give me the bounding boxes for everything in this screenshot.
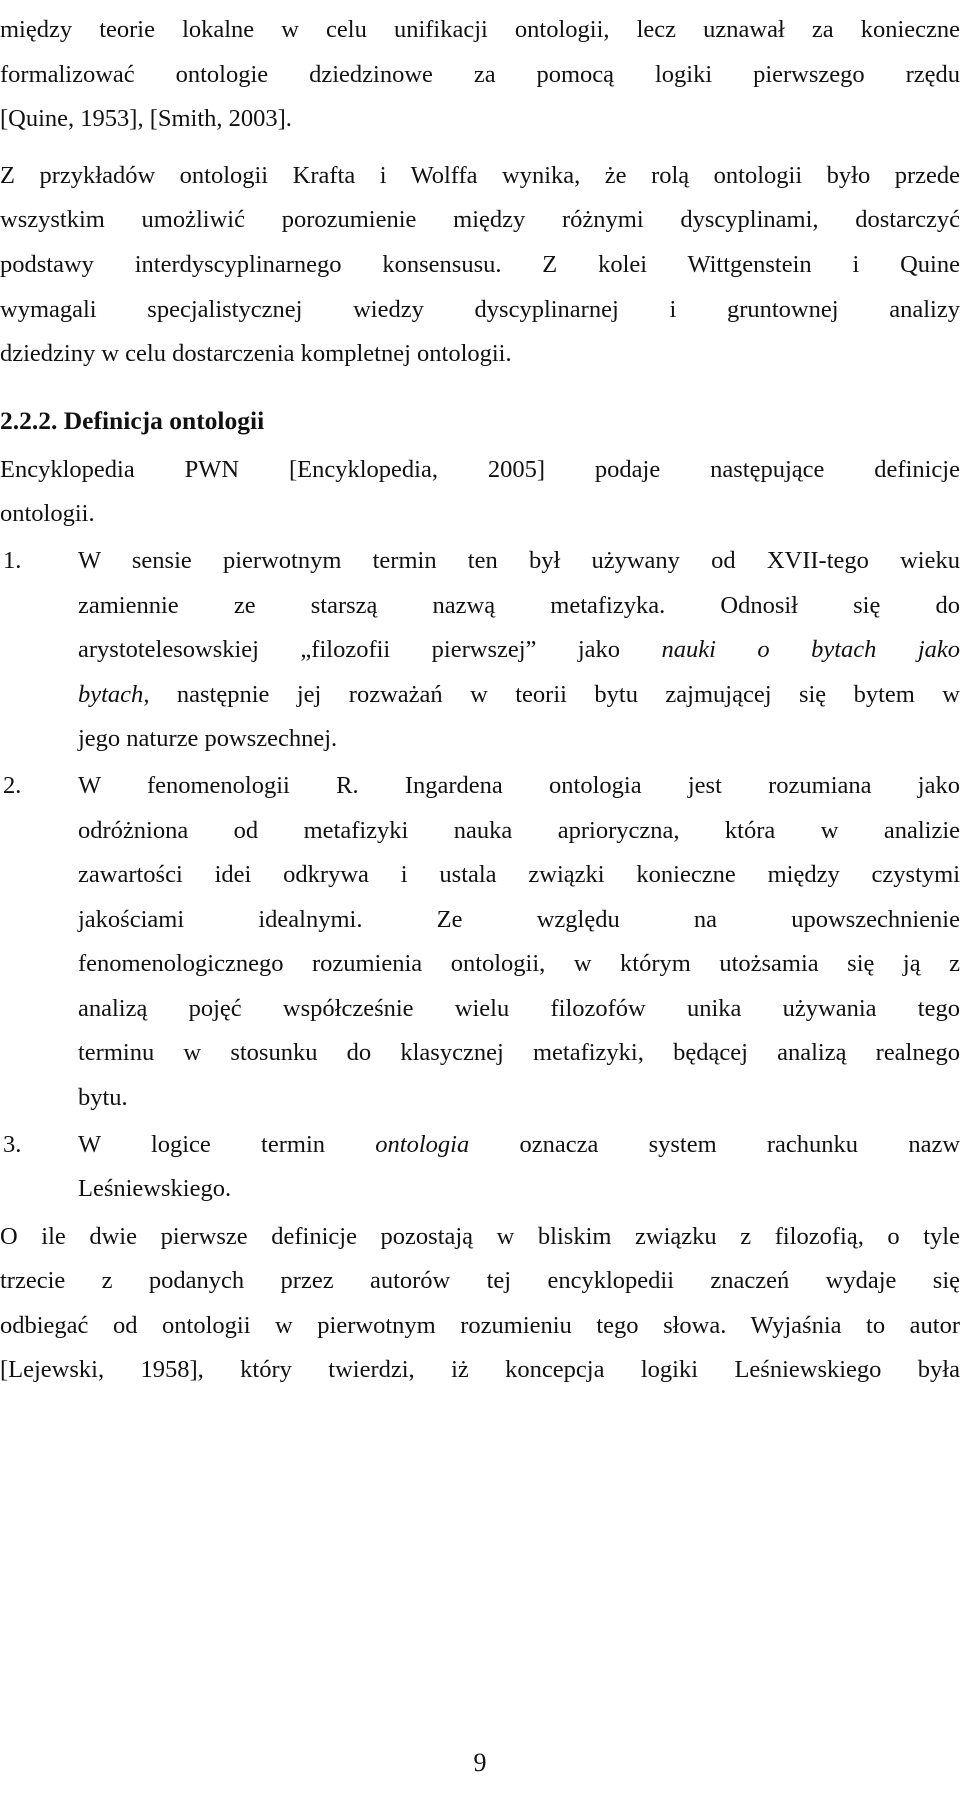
list-number: 3. xyxy=(3,1131,22,1158)
text-line: [Quine, 1953], [Smith, 2003]. xyxy=(0,105,292,132)
text-line: W sensie pierwotnym termin ten był używany od XVII-tego wieku xyxy=(78,547,960,574)
text-line: W fenomenologii R. Ingardena ontologia jest rozumiana jako xyxy=(78,772,960,799)
text-line: formalizować ontologie dziedzinowe za pomocą logiki pierwszego rzędu xyxy=(0,61,960,88)
text-line: trzecie z podanych przez autorów tej encyklopedii znaczeń wydaje się xyxy=(0,1267,960,1294)
section-heading: 2.2.2. Definicja ontologii xyxy=(0,406,265,435)
italic-run: ontologia xyxy=(375,1131,470,1158)
text-line: zamiennie ze starszą nazwą metafizyka. Odnosił się do xyxy=(78,592,960,619)
text-line: jakościami idealnymi. Ze względu na upowszechnienie xyxy=(78,906,960,933)
text-line: bytu. xyxy=(78,1084,128,1111)
text-line: wszystkim umożliwić porozumienie między różnymi dyscyplinami, dostarczyć xyxy=(0,206,960,233)
page-number: 9 xyxy=(473,1748,487,1777)
text-line: [Lejewski, 1958], który twierdzi, iż koncepcja logiki Leśniewskiego była xyxy=(0,1356,960,1383)
text-line xyxy=(78,1129,960,1161)
text-line xyxy=(78,634,960,666)
text-line: między teorie lokalne w celu unifikacji ontologii, lecz uznawał za konieczne xyxy=(0,16,960,43)
text-line: O ile dwie pierwsze definicje pozostają w bliskim związku z filozofią, o tyle xyxy=(0,1223,960,1250)
list-number: 1. xyxy=(3,547,22,574)
text-run: oznacza system rachunku nazw xyxy=(469,1131,960,1158)
text-line: podstawy interdyscyplinarnego konsensusu. Z kolei Wittgenstein i Quine xyxy=(0,251,960,278)
text-line: ontologii. xyxy=(0,500,95,527)
text-line: jego naturze powszechnej. xyxy=(78,725,338,752)
list-number: 2. xyxy=(3,772,22,799)
text-run: W logice termin xyxy=(78,1131,376,1158)
text-line: zawartości idei odkrywa i ustala związki konieczne między czystymi xyxy=(78,861,960,888)
text-line: dziedziny w celu dostarczenia kompletnej ontologii. xyxy=(0,340,512,367)
text-line: wymagali specjalistycznej wiedzy dyscyplinarnej i gruntownej analizy xyxy=(0,296,960,323)
text-line: Leśniewskiego. xyxy=(78,1175,232,1202)
text-line: Encyklopedia PWN [Encyklopedia, 2005] podaje następujące definicje xyxy=(0,456,960,483)
text-line: odróżniona od metafizyki nauka aprioryczna, która w analizie xyxy=(78,817,960,844)
italic-run: bytach xyxy=(78,681,144,708)
text-line: odbiegać od ontologii w pierwotnym rozumieniu tego słowa. Wyjaśnia to autor xyxy=(0,1312,960,1339)
text-line: Z przykładów ontologii Krafta i Wolffa wynika, że rolą ontologii było przede xyxy=(0,162,960,189)
text-run: arystotelesowskiej „filozofii pierwszej” jako xyxy=(78,636,662,663)
text-line: terminu w stosunku do klasycznej metafizyki, będącej analizą realnego xyxy=(78,1039,960,1066)
text-run: , następnie jej rozważań w teorii bytu zajmującej się bytem w xyxy=(143,681,960,708)
text-line xyxy=(78,679,960,711)
text-line: analizą pojęć współcześnie wielu filozofów unika używania tego xyxy=(78,995,960,1022)
italic-run: nauki o bytach jako xyxy=(661,636,960,663)
text-line: fenomenologicznego rozumienia ontologii, w którym utożsamia się ją z xyxy=(78,950,960,977)
